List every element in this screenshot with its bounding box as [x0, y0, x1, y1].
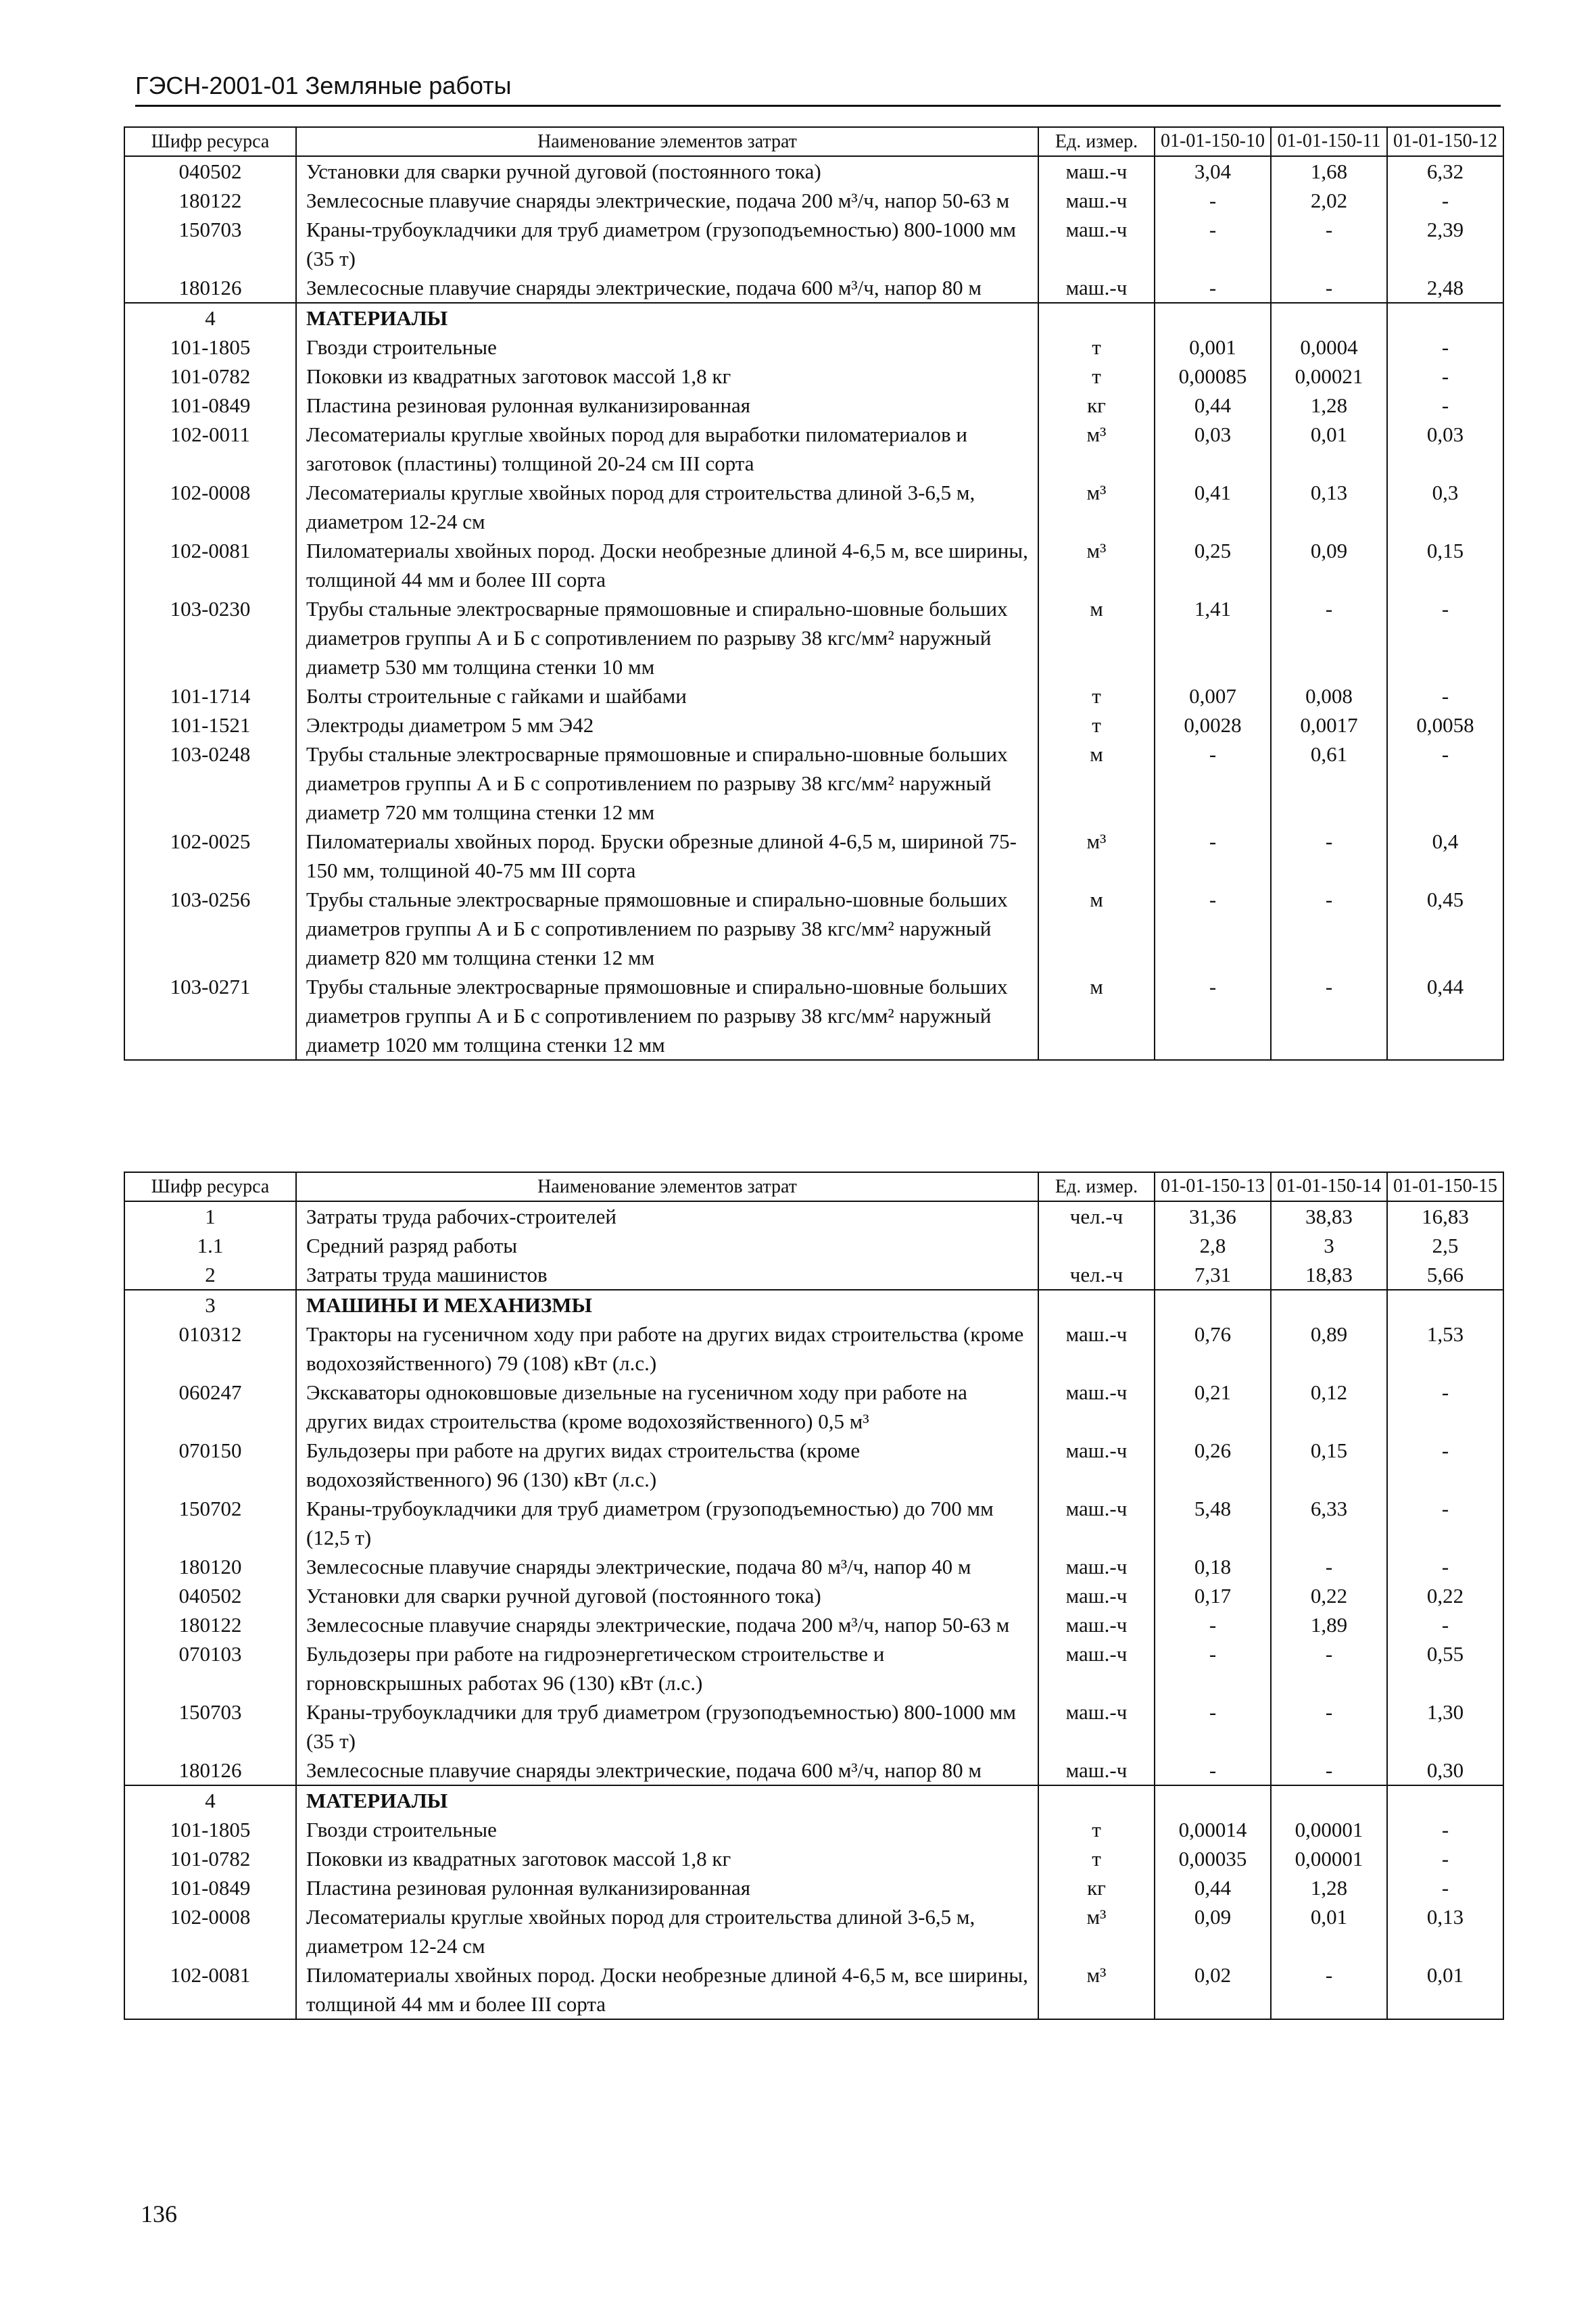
resource-name: Затраты труда рабочих-строителей: [296, 1201, 1038, 1231]
resource-code: 101-1521: [124, 710, 296, 740]
resource-unit: м³: [1038, 1902, 1155, 1960]
resource-unit: маш.-ч: [1038, 1697, 1155, 1756]
resource-name: Трубы стальные электросварные прямошовные и спирально-шовные больших диаметров группы А и Б с сопротивлением по разрыву 38 кгс/мм² наружный диаметр 820 мм толщина стенки 12 мм: [296, 885, 1038, 972]
value-v2: -: [1271, 827, 1387, 885]
value-v1: [1155, 1290, 1271, 1320]
resource-code: 102-0081: [124, 536, 296, 594]
section-title: МАТЕРИАЛЫ: [296, 303, 1038, 333]
col-header-v1: 01-01-150-10: [1155, 127, 1271, 156]
value-v3: [1387, 1785, 1503, 1815]
table-header-row: [124, 1172, 1503, 1201]
table-row: [124, 972, 1503, 1060]
resource-unit: маш.-ч: [1038, 1378, 1155, 1436]
value-v2: 0,0004: [1271, 333, 1387, 362]
value-v1: 0,25: [1155, 536, 1271, 594]
value-v1: 0,001: [1155, 333, 1271, 362]
resource-name: Установки для сварки ручной дуговой (постоянного тока): [296, 156, 1038, 186]
resource-unit: т: [1038, 333, 1155, 362]
resource-name: Экскаваторы одноковшовые дизельные на гусеничном ходу при работе на других видах строительства (кроме водохозяйственного) 0,5 м³: [296, 1378, 1038, 1436]
col-header-v1: 01-01-150-13: [1155, 1172, 1271, 1201]
value-v1: 0,09: [1155, 1902, 1271, 1960]
table-row: [124, 1201, 1503, 1231]
table-row: [124, 391, 1503, 420]
section-code: 3: [124, 1290, 296, 1320]
resource-unit: кг: [1038, 391, 1155, 420]
table-row: [124, 710, 1503, 740]
value-v3: 0,44: [1387, 972, 1503, 1060]
resource-name: Поковки из квадратных заготовок массой 1,8 кг: [296, 1844, 1038, 1873]
resource-name: Землесосные плавучие снаряды электрические, подача 600 м³/ч, напор 80 м: [296, 273, 1038, 303]
value-v3: 0,13: [1387, 1902, 1503, 1960]
resource-code: 070103: [124, 1639, 296, 1697]
resource-name: Пиломатериалы хвойных пород. Доски необрезные длиной 4-6,5 м, все ширины, толщиной 44 мм и более III сорта: [296, 536, 1038, 594]
resource-name: Землесосные плавучие снаряды электрические, подача 200 м³/ч, напор 50-63 м: [296, 186, 1038, 215]
resource-code: 101-1805: [124, 333, 296, 362]
value-v2: 0,09: [1271, 536, 1387, 594]
table-row: [124, 1639, 1503, 1697]
resource-code: 180126: [124, 273, 296, 303]
resource-unit: чел.-ч: [1038, 1201, 1155, 1231]
value-v2: 1,28: [1271, 1873, 1387, 1902]
table-row: [124, 478, 1503, 536]
resource-code: 101-0782: [124, 1844, 296, 1873]
value-v2: -: [1271, 215, 1387, 273]
resource-code: 040502: [124, 1581, 296, 1610]
resource-code: 010312: [124, 1320, 296, 1378]
value-v3: 0,22: [1387, 1581, 1503, 1610]
value-v2: 2,02: [1271, 186, 1387, 215]
resource-name: Бульдозеры при работе на других видах строительства (кроме водохозяйственного) 96 (130) кВт (л.с.): [296, 1436, 1038, 1494]
value-v3: 2,5: [1387, 1231, 1503, 1260]
value-v3: 0,01: [1387, 1960, 1503, 2019]
table-row: [124, 1844, 1503, 1873]
table-row: [124, 1756, 1503, 1785]
value-v1: 0,007: [1155, 681, 1271, 710]
value-v3: -: [1387, 740, 1503, 827]
value-v1: 1,41: [1155, 594, 1271, 681]
resource-table-1: [124, 126, 1504, 1061]
value-v3: 0,45: [1387, 885, 1503, 972]
value-v1: -: [1155, 885, 1271, 972]
col-header-unit: Ед. измер.: [1038, 1172, 1155, 1201]
resource-name: Гвозди строительные: [296, 1815, 1038, 1844]
value-v3: 0,30: [1387, 1756, 1503, 1785]
value-v2: 0,008: [1271, 681, 1387, 710]
resource-code: 103-0256: [124, 885, 296, 972]
resource-unit: м: [1038, 972, 1155, 1060]
value-v2: 0,00001: [1271, 1844, 1387, 1873]
table-row: [124, 1815, 1503, 1844]
col-header-code: Шифр ресурса: [124, 1172, 296, 1201]
resource-unit: маш.-ч: [1038, 186, 1155, 215]
resource-name: Гвозди строительные: [296, 333, 1038, 362]
resource-name: Болты строительные с гайками и шайбами: [296, 681, 1038, 710]
table-row: [124, 1552, 1503, 1581]
resource-code: 102-0081: [124, 1960, 296, 2019]
resource-code: 101-1805: [124, 1815, 296, 1844]
value-v2: 0,01: [1271, 420, 1387, 478]
value-v2: -: [1271, 1697, 1387, 1756]
resource-unit: т: [1038, 1815, 1155, 1844]
value-v2: 0,12: [1271, 1378, 1387, 1436]
value-v1: 0,18: [1155, 1552, 1271, 1581]
value-v3: -: [1387, 186, 1503, 215]
value-v2: 18,83: [1271, 1260, 1387, 1290]
value-v1: -: [1155, 1610, 1271, 1639]
resource-name: Краны-трубоукладчики для труб диаметром (грузоподъемностью) 800-1000 мм (35 т): [296, 215, 1038, 273]
resource-unit: [1038, 1785, 1155, 1815]
resource-code: 150703: [124, 1697, 296, 1756]
col-header-v2: 01-01-150-14: [1271, 1172, 1387, 1201]
resource-unit: м: [1038, 885, 1155, 972]
value-v1: 0,44: [1155, 1873, 1271, 1902]
resource-name: Пиломатериалы хвойных пород. Бруски обрезные длиной 4-6,5 м, шириной 75-150 мм, толщиной 40-75 мм III сорта: [296, 827, 1038, 885]
resource-unit: т: [1038, 362, 1155, 391]
value-v1: -: [1155, 273, 1271, 303]
resource-unit: кг: [1038, 1873, 1155, 1902]
value-v2: 1,28: [1271, 391, 1387, 420]
resource-unit: маш.-ч: [1038, 1320, 1155, 1378]
table-row: [124, 740, 1503, 827]
resource-name: Пиломатериалы хвойных пород. Доски необрезные длиной 4-6,5 м, все ширины, толщиной 44 мм и более III сорта: [296, 1960, 1038, 2019]
resource-unit: маш.-ч: [1038, 1639, 1155, 1697]
resource-name: Бульдозеры при работе на гидроэнергетическом строительстве и горновскрышных работах 96 (130) кВт (л.с.): [296, 1639, 1038, 1697]
value-v2: 0,01: [1271, 1902, 1387, 1960]
table-row: [124, 156, 1503, 186]
resource-code: 101-1714: [124, 681, 296, 710]
value-v3: -: [1387, 1873, 1503, 1902]
resource-unit: м³: [1038, 420, 1155, 478]
table-row: [124, 1873, 1503, 1902]
value-v3: -: [1387, 333, 1503, 362]
value-v2: 0,89: [1271, 1320, 1387, 1378]
resource-unit: чел.-ч: [1038, 1260, 1155, 1290]
value-v3: 0,4: [1387, 827, 1503, 885]
col-header-v3: 01-01-150-12: [1387, 127, 1503, 156]
section-row: [124, 303, 1503, 333]
value-v2: 0,00001: [1271, 1815, 1387, 1844]
table-row: [124, 1610, 1503, 1639]
table-row: [124, 536, 1503, 594]
resource-unit: м³: [1038, 536, 1155, 594]
value-v2: [1271, 1290, 1387, 1320]
table-row: [124, 681, 1503, 710]
col-header-name: Наименование элементов затрат: [296, 127, 1038, 156]
resource-unit: маш.-ч: [1038, 273, 1155, 303]
resource-unit: [1038, 1231, 1155, 1260]
resource-name: Трубы стальные электросварные прямошовные и спирально-шовные больших диаметров группы А и Б с сопротивлением по разрыву 38 кгс/мм² наружный диаметр 530 мм толщина стенки 10 мм: [296, 594, 1038, 681]
section-code: 4: [124, 1785, 296, 1815]
value-v3: -: [1387, 391, 1503, 420]
table-row: [124, 333, 1503, 362]
resource-code: 103-0271: [124, 972, 296, 1060]
resource-name: Трубы стальные электросварные прямошовные и спирально-шовные больших диаметров группы А и Б с сопротивлением по разрыву 38 кгс/мм² наружный диаметр 1020 мм толщина стенки 12 мм: [296, 972, 1038, 1060]
value-v1: [1155, 1785, 1271, 1815]
value-v3: -: [1387, 681, 1503, 710]
resource-name: Поковки из квадратных заготовок массой 1,8 кг: [296, 362, 1038, 391]
value-v2: -: [1271, 273, 1387, 303]
resource-unit: маш.-ч: [1038, 156, 1155, 186]
table-row: [124, 1260, 1503, 1290]
resource-code: 101-0849: [124, 391, 296, 420]
resource-name: Лесоматериалы круглые хвойных пород для строительства длиной 3-6,5 м, диаметром 12-24 см: [296, 1902, 1038, 1960]
table-row: [124, 1697, 1503, 1756]
section-title: МАТЕРИАЛЫ: [296, 1785, 1038, 1815]
resource-name: Средний разряд работы: [296, 1231, 1038, 1260]
table-row: [124, 1902, 1503, 1960]
resource-code: 101-0849: [124, 1873, 296, 1902]
resource-code: 102-0011: [124, 420, 296, 478]
value-v2: 0,61: [1271, 740, 1387, 827]
table-row: [124, 186, 1503, 215]
table-row: [124, 1581, 1503, 1610]
value-v3: 0,3: [1387, 478, 1503, 536]
page-title: ГЭСН-2001-01 Земляные работы: [135, 72, 512, 99]
resource-code: 102-0008: [124, 478, 296, 536]
value-v2: [1271, 1785, 1387, 1815]
resource-name: Землесосные плавучие снаряды электрические, подача 200 м³/ч, напор 50-63 м: [296, 1610, 1038, 1639]
value-v3: 1,30: [1387, 1697, 1503, 1756]
value-v3: -: [1387, 1378, 1503, 1436]
resource-name: Краны-трубоукладчики для труб диаметром (грузоподъемностью) до 700 мм (12,5 т): [296, 1494, 1038, 1552]
value-v1: -: [1155, 740, 1271, 827]
resource-code: 101-0782: [124, 362, 296, 391]
resource-unit: м³: [1038, 1960, 1155, 2019]
value-v2: 0,0017: [1271, 710, 1387, 740]
resource-code: 102-0008: [124, 1902, 296, 1960]
value-v2: 6,33: [1271, 1494, 1387, 1552]
value-v3: -: [1387, 594, 1503, 681]
resource-name: Краны-трубоукладчики для труб диаметром (грузоподъемностью) 800-1000 мм (35 т): [296, 1697, 1038, 1756]
table-row: [124, 215, 1503, 273]
table-row: [124, 827, 1503, 885]
resource-code: 1: [124, 1201, 296, 1231]
value-v1: 0,03: [1155, 420, 1271, 478]
value-v2: -: [1271, 1552, 1387, 1581]
resource-code: 150702: [124, 1494, 296, 1552]
resource-unit: маш.-ч: [1038, 1494, 1155, 1552]
value-v2: [1271, 303, 1387, 333]
value-v3: 6,32: [1387, 156, 1503, 186]
resource-code: 102-0025: [124, 827, 296, 885]
value-v1: 0,00085: [1155, 362, 1271, 391]
value-v1: 0,00014: [1155, 1815, 1271, 1844]
value-v3: -: [1387, 1610, 1503, 1639]
value-v3: 1,53: [1387, 1320, 1503, 1378]
value-v3: -: [1387, 1815, 1503, 1844]
value-v3: 0,15: [1387, 536, 1503, 594]
value-v2: -: [1271, 972, 1387, 1060]
value-v2: -: [1271, 1756, 1387, 1785]
value-v1: -: [1155, 186, 1271, 215]
col-header-name: Наименование элементов затрат: [296, 1172, 1038, 1201]
value-v2: 38,83: [1271, 1201, 1387, 1231]
resource-code: 1.1: [124, 1231, 296, 1260]
header-rule: [135, 105, 1501, 107]
resource-name: Пластина резиновая рулонная вулканизированная: [296, 1873, 1038, 1902]
value-v3: -: [1387, 1494, 1503, 1552]
page-number: 136: [141, 2200, 177, 2227]
value-v3: 2,39: [1387, 215, 1503, 273]
resource-code: 040502: [124, 156, 296, 186]
section-row: [124, 1290, 1503, 1320]
value-v1: 0,00035: [1155, 1844, 1271, 1873]
resource-name: Установки для сварки ручной дуговой (постоянного тока): [296, 1581, 1038, 1610]
resource-unit: м: [1038, 740, 1155, 827]
resource-name: Лесоматериалы круглые хвойных пород для строительства длиной 3-6,5 м, диаметром 12-24 см: [296, 478, 1038, 536]
table-row: [124, 1960, 1503, 2019]
resource-code: 180122: [124, 1610, 296, 1639]
resource-unit: [1038, 303, 1155, 333]
value-v3: [1387, 1290, 1503, 1320]
value-v1: 0,76: [1155, 1320, 1271, 1378]
value-v1: 3,04: [1155, 156, 1271, 186]
value-v2: 0,15: [1271, 1436, 1387, 1494]
resource-name: Землесосные плавучие снаряды электрические, подача 600 м³/ч, напор 80 м: [296, 1756, 1038, 1785]
resource-table-2: [124, 1172, 1504, 2020]
value-v2: 3: [1271, 1231, 1387, 1260]
resource-code: 180122: [124, 186, 296, 215]
value-v1: [1155, 303, 1271, 333]
table-row: [124, 273, 1503, 303]
resource-name: Трубы стальные электросварные прямошовные и спирально-шовные больших диаметров группы А и Б с сопротивлением по разрыву 38 кгс/мм² наружный диаметр 720 мм толщина стенки 12 мм: [296, 740, 1038, 827]
resource-unit: м³: [1038, 478, 1155, 536]
value-v2: 0,13: [1271, 478, 1387, 536]
value-v3: [1387, 303, 1503, 333]
value-v1: -: [1155, 827, 1271, 885]
value-v2: 0,00021: [1271, 362, 1387, 391]
value-v3: -: [1387, 1436, 1503, 1494]
col-header-v3: 01-01-150-15: [1387, 1172, 1503, 1201]
col-header-code: Шифр ресурса: [124, 127, 296, 156]
value-v3: -: [1387, 362, 1503, 391]
value-v1: 0,17: [1155, 1581, 1271, 1610]
resource-code: 060247: [124, 1378, 296, 1436]
resource-code: 180120: [124, 1552, 296, 1581]
resource-name: Землесосные плавучие снаряды электрические, подача 80 м³/ч, напор 40 м: [296, 1552, 1038, 1581]
section-code: 4: [124, 303, 296, 333]
value-v3: 0,0058: [1387, 710, 1503, 740]
resource-code: 150703: [124, 215, 296, 273]
resource-unit: маш.-ч: [1038, 1756, 1155, 1785]
resource-unit: маш.-ч: [1038, 215, 1155, 273]
value-v1: 0,21: [1155, 1378, 1271, 1436]
resource-unit: т: [1038, 710, 1155, 740]
value-v1: 0,02: [1155, 1960, 1271, 2019]
table-row: [124, 1436, 1503, 1494]
table-row: [124, 420, 1503, 478]
resource-unit: м³: [1038, 827, 1155, 885]
table-row: [124, 1320, 1503, 1378]
resource-code: 103-0248: [124, 740, 296, 827]
value-v3: 0,55: [1387, 1639, 1503, 1697]
value-v1: -: [1155, 972, 1271, 1060]
value-v2: 1,68: [1271, 156, 1387, 186]
value-v2: 0,22: [1271, 1581, 1387, 1610]
value-v1: -: [1155, 1697, 1271, 1756]
value-v2: -: [1271, 1639, 1387, 1697]
resource-unit: т: [1038, 1844, 1155, 1873]
resource-unit: т: [1038, 681, 1155, 710]
table-header-row: [124, 127, 1503, 156]
table-row: [124, 362, 1503, 391]
value-v3: 16,83: [1387, 1201, 1503, 1231]
resource-unit: маш.-ч: [1038, 1581, 1155, 1610]
resource-unit: маш.-ч: [1038, 1610, 1155, 1639]
table-row: [124, 885, 1503, 972]
value-v1: -: [1155, 1756, 1271, 1785]
value-v1: 2,8: [1155, 1231, 1271, 1260]
value-v1: 0,0028: [1155, 710, 1271, 740]
value-v3: -: [1387, 1552, 1503, 1581]
table-row: [124, 1231, 1503, 1260]
value-v1: 5,48: [1155, 1494, 1271, 1552]
value-v1: -: [1155, 1639, 1271, 1697]
value-v1: 0,44: [1155, 391, 1271, 420]
value-v1: 0,26: [1155, 1436, 1271, 1494]
value-v1: 0,41: [1155, 478, 1271, 536]
resource-unit: м: [1038, 594, 1155, 681]
resource-name: Пластина резиновая рулонная вулканизированная: [296, 391, 1038, 420]
table-row: [124, 1494, 1503, 1552]
value-v3: 0,03: [1387, 420, 1503, 478]
resource-name: Электроды диаметром 5 мм Э42: [296, 710, 1038, 740]
value-v3: 5,66: [1387, 1260, 1503, 1290]
value-v2: -: [1271, 885, 1387, 972]
value-v1: 31,36: [1155, 1201, 1271, 1231]
resource-unit: маш.-ч: [1038, 1436, 1155, 1494]
col-header-unit: Ед. измер.: [1038, 127, 1155, 156]
value-v2: -: [1271, 1960, 1387, 2019]
resource-unit: маш.-ч: [1038, 1552, 1155, 1581]
resource-code: 070150: [124, 1436, 296, 1494]
table-row: [124, 1378, 1503, 1436]
resource-name: Затраты труда машинистов: [296, 1260, 1038, 1290]
col-header-v2: 01-01-150-11: [1271, 127, 1387, 156]
resource-name: Тракторы на гусеничном ходу при работе на других видах строительства (кроме водохозяйственного) 79 (108) кВт (л.с.): [296, 1320, 1038, 1378]
value-v1: -: [1155, 215, 1271, 273]
resource-name: Лесоматериалы круглые хвойных пород для выработки пиломатериалов и заготовок (пластины) толщиной 20-24 см III сорта: [296, 420, 1038, 478]
resource-code: 2: [124, 1260, 296, 1290]
value-v3: -: [1387, 1844, 1503, 1873]
page-header: [135, 71, 1501, 107]
resource-code: 103-0230: [124, 594, 296, 681]
value-v1: 7,31: [1155, 1260, 1271, 1290]
resource-code: 180126: [124, 1756, 296, 1785]
section-title: МАШИНЫ И МЕХАНИЗМЫ: [296, 1290, 1038, 1320]
section-row: [124, 1785, 1503, 1815]
value-v3: 2,48: [1387, 273, 1503, 303]
value-v2: 1,89: [1271, 1610, 1387, 1639]
table-row: [124, 594, 1503, 681]
resource-unit: [1038, 1290, 1155, 1320]
value-v2: -: [1271, 594, 1387, 681]
